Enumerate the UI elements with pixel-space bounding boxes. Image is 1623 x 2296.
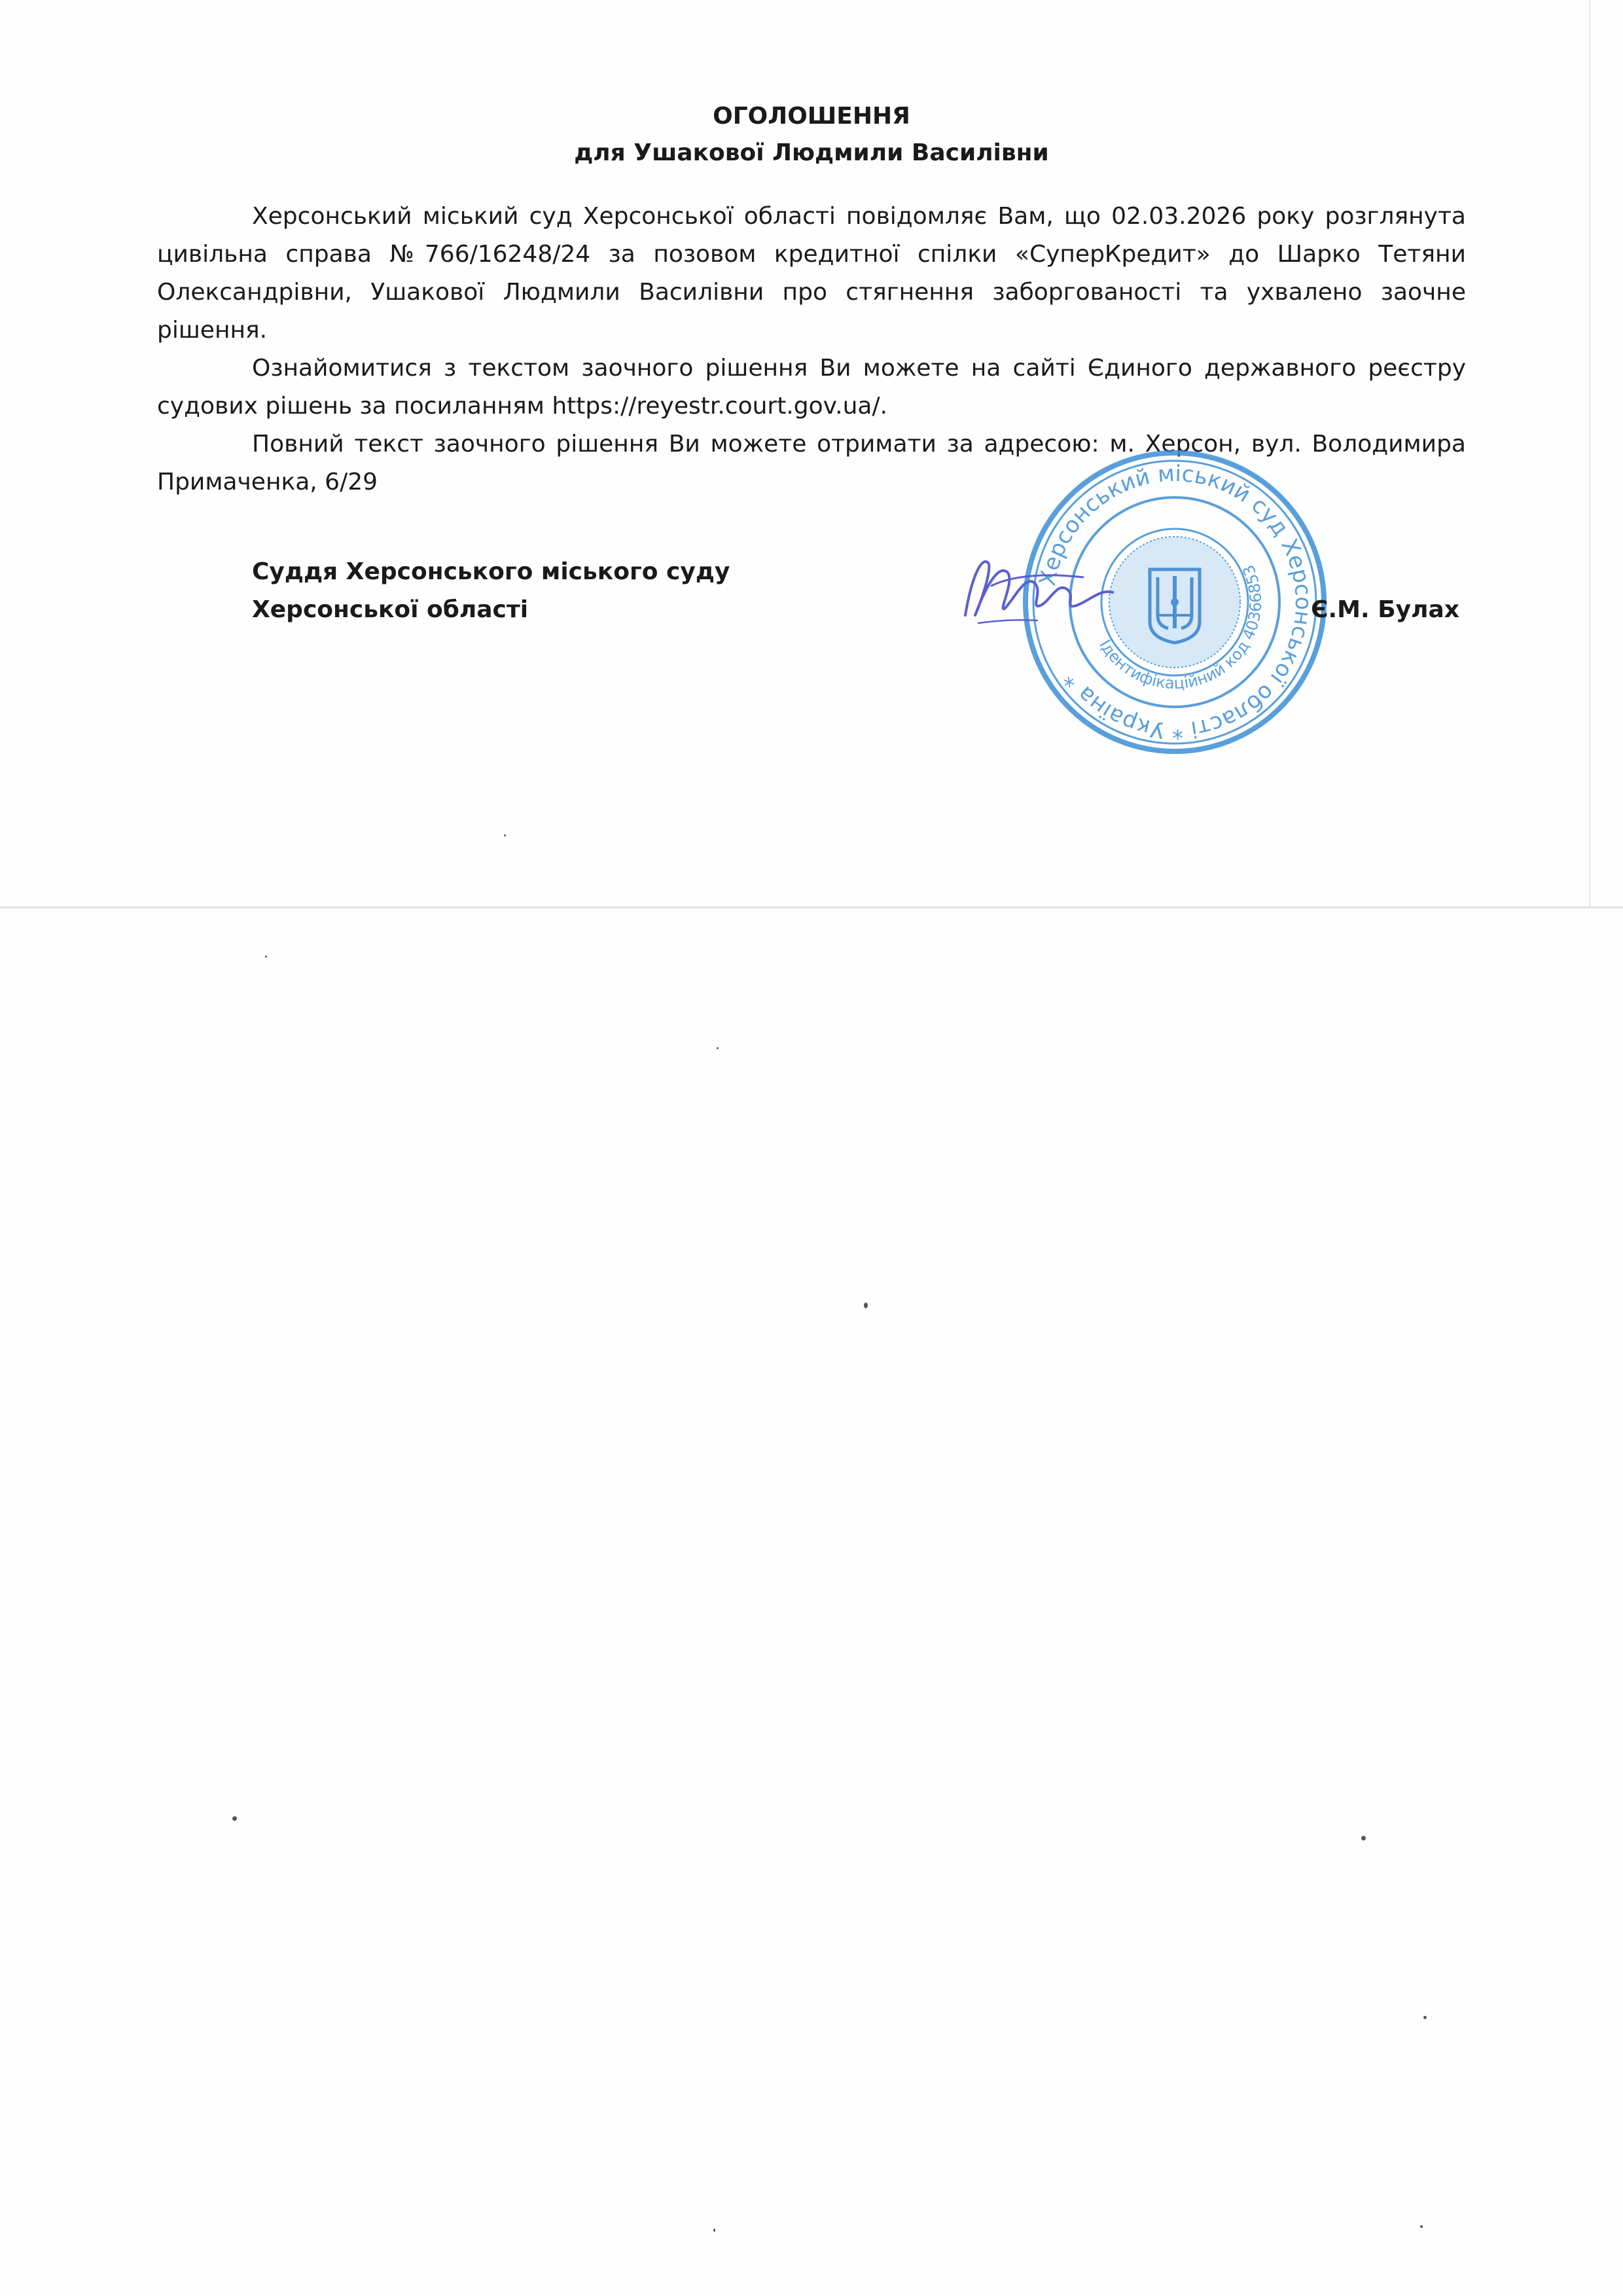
judge-position-line1: Суддя Херсонського міського суду — [252, 558, 730, 585]
scan-edge-line-right — [1589, 0, 1591, 906]
judge-signature — [952, 537, 1129, 635]
paragraph-case-info: Херсонський міський суд Херсонської області повідомляє Вам, що 02.03.2026 року розглянута цивільна справа №766/16248/24 за позовом кредитної спілки «СуперКредит» до Шарко Тетяни Олександрівни, Ушакової Людмили Василівни про стягнення заборгованості та ухвалено заочне рішення. — [157, 203, 1466, 344]
document-title: ОГОЛОШЕННЯ — [713, 103, 910, 130]
scan-speck — [265, 956, 267, 958]
scan-speck — [504, 834, 506, 836]
judge-position — [252, 553, 730, 629]
scan-speck — [1361, 1836, 1366, 1840]
announcement-body — [157, 98, 1466, 501]
judge-position-line2: Херсонської області — [252, 596, 529, 623]
seal-inner-text: Ідентифікаційний код 40366853 — [1096, 562, 1266, 693]
judge-name: Є.М. Булах — [1311, 596, 1459, 623]
scan-speck — [717, 1047, 719, 1049]
scan-speck — [1420, 2225, 1423, 2228]
seal-outer-text: Херсонський міський суд Херсонської області * Україна * — [1034, 460, 1317, 744]
scan-speck — [864, 1302, 868, 1308]
scan-edge-line — [0, 906, 1623, 908]
scan-speck — [713, 2229, 715, 2232]
scan-speck — [1423, 2016, 1427, 2019]
paragraph-address: Повний текст заочного рішення Ви можете отримати за адресою: м. Херсон, вул. Володимира Примаченка, 6/29 — [157, 431, 1466, 495]
paragraph-registry-link: Ознайомитися з текстом заочного рішення Ви можете на сайті Єдиного державного реєстру судових рішень за посиланням https://reyestr.court.gov.ua/. — [157, 355, 1466, 420]
scan-speck — [232, 1816, 237, 1821]
document-subtitle: для Ушакової Людмили Василівни — [574, 139, 1049, 166]
